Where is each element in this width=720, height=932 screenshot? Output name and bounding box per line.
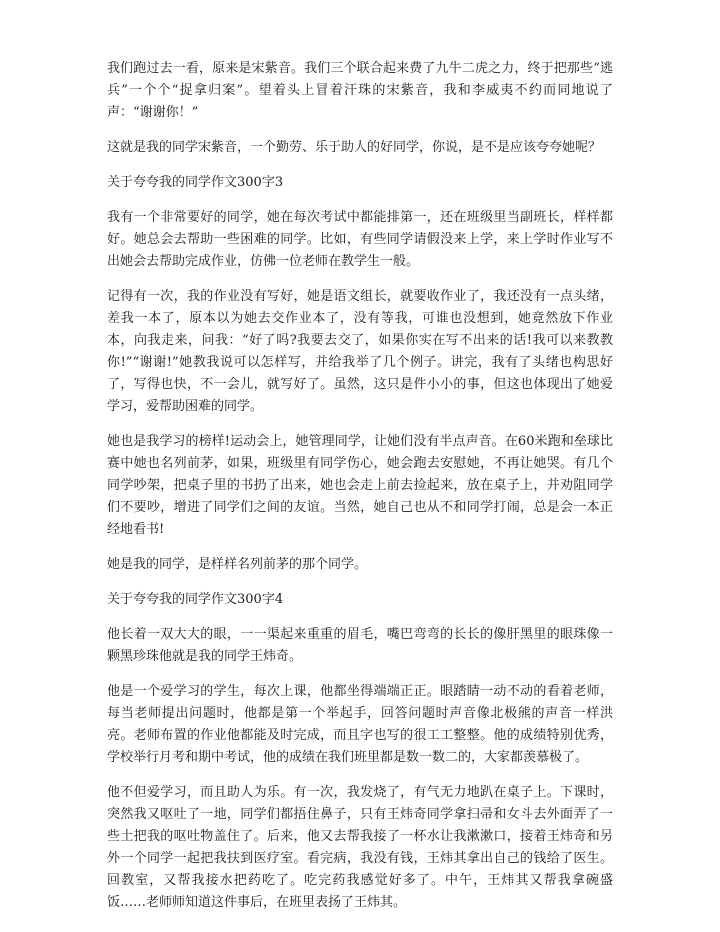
paragraph: 记得有一次，我的作业没有写好，她是语文组长，就要收作业了，我还没有一点头绪，差我一本了，原本以为她去交作业本了，没有等我，可谁也没想到，她竟然放下作业本，向我走来，问我：“好了吗?我要去交了，如果你实在写不出来的话!我可以来教教你!”“谢谢!”她教我说可以怎样写，并给我举了几个例子。讲完，我有了头绪也构思好了，写得也快，不一会儿，就写好了。虽然，这只是件小小的事，但这也体现出了她爱学习，爱帮助困难的同学。 — [107, 289, 613, 414]
paragraph: 这就是我的同学宋紫音，一个勤劳、乐于助人的好同学，你说，是不是应该夸夸她呢？ — [107, 140, 602, 155]
paragraph: 他不但爱学习，而且助人为乐。有一次，我发烧了，有气无力地趴在桌子上。下课时，突然我又呕吐了一地，同学们都捂住鼻子，只有王炜奇同学拿扫帚和女斗去外面弄了一些土把我的呕吐物盖住了。后来，他又去帮我接了一杯水让我漱漱口，接着王炜奇和另外一个同学一起把我扶到医疗室。看完病，我没有钱，王炜其拿出自己的钱给了医生。回教室，又帮我接水把药吃了。吃完药我感觉好多了。中午，王炜其又帮我拿碗盛饭……老师师知道这件事后，在班里表扬了王炜其。 — [107, 785, 613, 910]
section-heading: 关于夸夸我的同学作文300字3 — [107, 175, 284, 190]
paragraph: 他长着一双大大的眼，一一渠起来重重的眉毛，嘴巴弯弯的长长的像肝黑里的眼珠像一颗黑珍珠他就是我的同学王炜奇。 — [107, 627, 613, 664]
section-heading: 关于夸夸我的同学作文300字4 — [107, 592, 284, 607]
paragraph: 她是我的同学，是样样名列前茅的那个同学。 — [107, 557, 368, 572]
paragraph: 我有一个非常要好的同学，她在每次考试中都能排第一，还在班级里当副班长，样样都好。她总会去帮助一些困难的同学。比如，有些同学请假没来上学，来上学时作业写不出她会去帮助完成作业，仿佛一位老师在教学生一般。 — [107, 210, 613, 269]
document-page — [107, 58, 613, 927]
paragraph: 他是一个爱学习的学生，每次上课，他都坐得端端正正。眼踏睛一动不动的看着老师，每当老师提出问题时，他都是第一个举起手，回答问题时声音像北极熊的声音一样洪亮。老师布置的作业他都能及时完成，而且字也写的很工工整整。他的成绩特别优秀，学校举行月考和期中考试，他的成绩在我们班里都是数一数二的，大家都羡慕极了。 — [107, 684, 613, 765]
paragraph: 我们跑过去一看，原来是宋紫音。我们三个联合起来费了九牛二虎之力，终于把那些“逃兵”一个个“捉拿归案”。望着头上冒着汗珠的宋紫音，我和李威夷不约而同地说了声：“谢谢你！” — [107, 61, 613, 120]
paragraph: 她也是我学习的榜样!运动会上，她管理同学，让她们没有半点声音。在60米跑和垒球比赛中她也名列前茅，如果，班级里有同学伤心，她会跑去安慰她，不再让她哭。有几个同学吵架，把桌子里的书扔了出来，她也会走上前去捡起来，放在桌子上，并劝阻同学们不要吵，增进了同学们之间的友谊。当然，她自己也从不和同学打闹，总是会一本正经地看书! — [107, 434, 613, 537]
